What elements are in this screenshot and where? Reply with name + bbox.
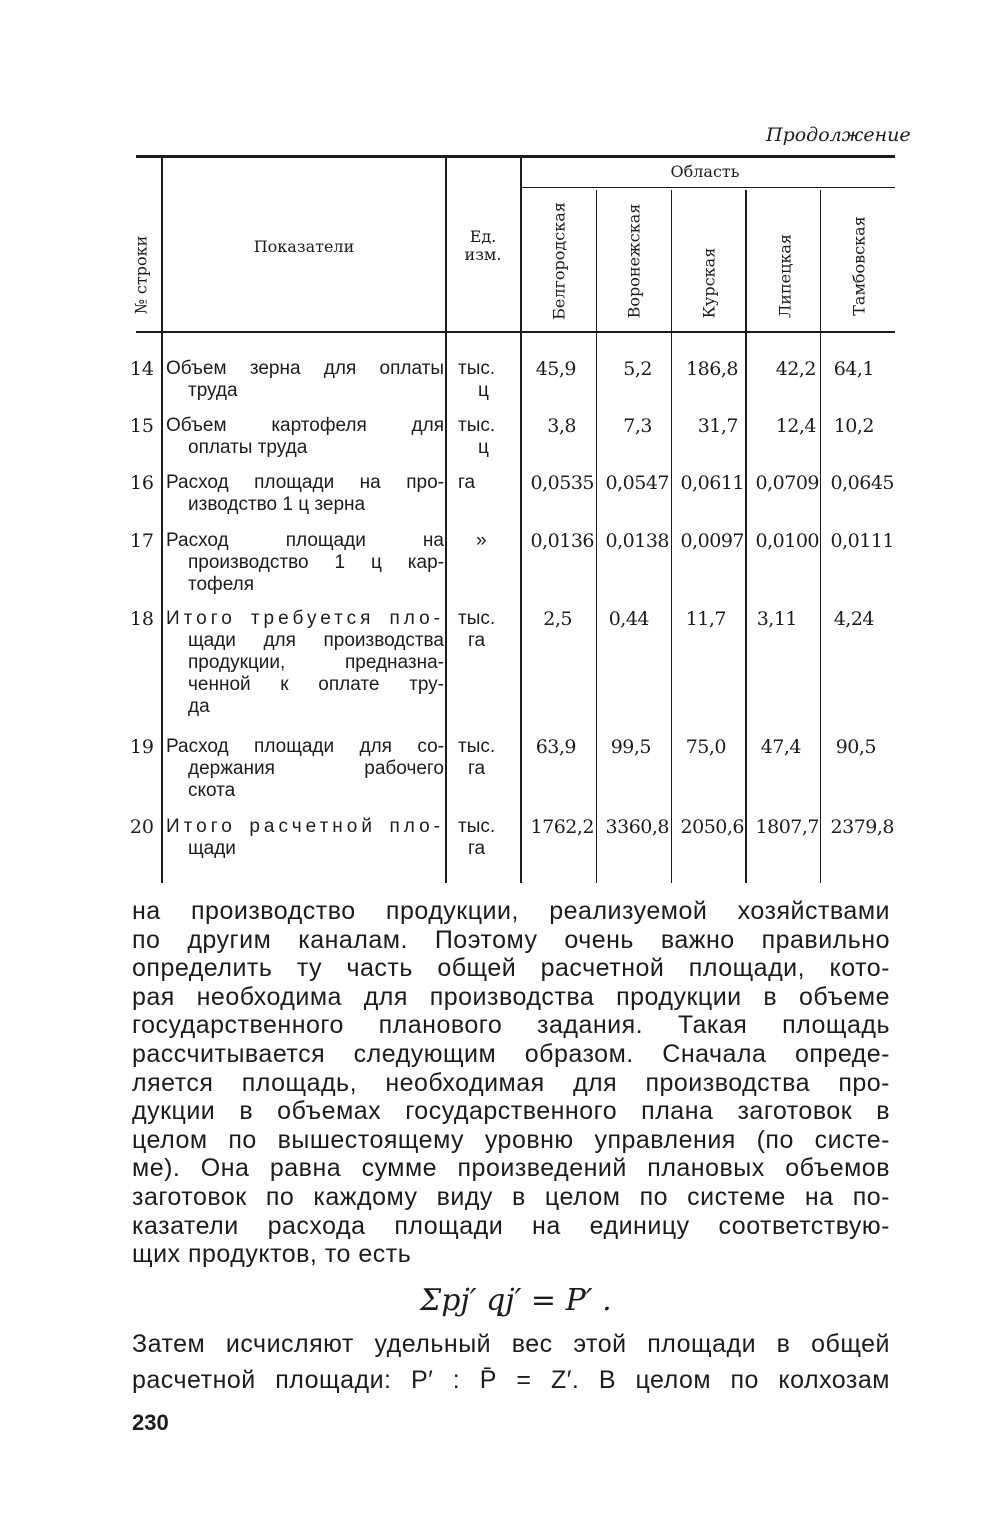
row-value: 42,2 (775, 358, 816, 380)
row-value: 0,44 (608, 608, 649, 630)
row-value: 0,0138 (605, 530, 669, 552)
row-unit: тыс. ц (458, 415, 496, 458)
header-region-2: Воронежская (624, 203, 644, 319)
row-number: 16 (129, 472, 154, 494)
header-unit: Ед. изм. (464, 227, 502, 264)
row-value: 3,11 (756, 608, 797, 630)
body-paragraph: на производство продукции, реализуемой хозяйствами по другим каналам. Поэтому очень важно правильно определить ту часть общей расчетной площади, кото- рая необходима для производства продукции в объеме государственного планового задания. Такая площадь рассчитывается следующим образом. Сначала опреде- ляется площадь, необходимая для производства про- дукции в объемах государственного плана заготовок в целом по вышестоящему уровню управления (по систе- ме). Она равна сумме произведений плановых объемов заготовок по каждому виду в целом по системе на по- казатели расхода площади на единицу соответствую- щих продуктов, то есть (132, 897, 890, 1269)
continued-label: Продолжение (766, 124, 911, 146)
row-value: 90,5 (835, 736, 876, 758)
row-value: 11,7 (685, 608, 726, 630)
row-indicator: Итого расчетной пло- щади (166, 816, 444, 859)
formula: Σpj′ qj′ = P′ . (420, 1283, 612, 1318)
row-indicator: Итого требуется пло- щади для производства продукции, предназна- ченной к оплате тру- да (166, 608, 444, 717)
header-region-group: Область (670, 162, 740, 181)
row-value: 75,0 (685, 736, 726, 758)
row-value: 12,4 (775, 415, 816, 437)
row-value: 0,0645 (830, 472, 894, 494)
table-top-rule (136, 155, 895, 158)
row-value: 0,0097 (680, 530, 744, 552)
region-group-rule (522, 187, 895, 188)
row-indicator: Расход площади для со- держания рабочего скота (166, 736, 444, 801)
row-unit: тыс. ц (458, 358, 496, 401)
row-value: 0,0709 (755, 472, 819, 494)
col-sep-7 (820, 190, 821, 883)
row-value: 64,1 (833, 358, 874, 380)
header-indicators: Показатели (253, 237, 355, 256)
row-value: 10,2 (833, 415, 874, 437)
row-number: 17 (129, 530, 154, 552)
row-value: 0,0611 (680, 472, 744, 494)
row-value: 0,0136 (530, 530, 594, 552)
row-unit: » (476, 530, 487, 551)
col-sep-2 (445, 158, 447, 883)
row-value: 2050,6 (680, 816, 744, 838)
row-value: 0,0535 (530, 472, 594, 494)
row-value: 0,0111 (830, 530, 894, 552)
row-number: 14 (129, 358, 154, 380)
row-value: 63,9 (535, 736, 576, 758)
row-indicator: Расход площади на производство 1 ц кар- тофеля (166, 530, 444, 595)
row-indicator: Объем картофеля для оплаты труда (166, 415, 444, 458)
row-value: 186,8 (686, 358, 738, 380)
row-value: 5,2 (623, 358, 652, 380)
row-value: 3360,8 (605, 816, 669, 838)
row-unit: тыс. га (458, 608, 496, 651)
row-value: 47,4 (760, 736, 801, 758)
row-value: 0,0547 (605, 472, 669, 494)
row-indicator: Объем зерна для оплаты труда (166, 358, 444, 401)
header-region-4: Липецкая (775, 233, 795, 319)
row-value: 0,0100 (755, 530, 819, 552)
row-value: 2,5 (543, 608, 572, 630)
row-value: 2379,8 (830, 816, 894, 838)
row-value: 99,5 (610, 736, 651, 758)
row-value: 4,24 (833, 608, 874, 630)
header-region-1: Белгородская (549, 202, 569, 320)
row-value: 1762,2 (530, 816, 594, 838)
row-number: 19 (129, 736, 154, 758)
page-number: 230 (132, 1410, 169, 1435)
after-formula-text: Затем исчисляют удельный вес этой площади в общей расчетной площади: P′ : P̄ = Z′. В целом по колхозам (132, 1330, 890, 1394)
row-value: 31,7 (697, 415, 738, 437)
header-region-5: Тамбовская (849, 216, 869, 316)
row-unit: га (458, 472, 476, 493)
row-unit: тыс. га (458, 816, 496, 859)
col-sep-1 (161, 158, 163, 883)
row-value: 3,8 (547, 415, 576, 437)
row-value: 45,9 (535, 358, 576, 380)
row-unit: тыс. га (458, 736, 496, 779)
header-row-number: № строки (131, 235, 151, 315)
row-number: 18 (129, 608, 154, 630)
header-region-3: Курская (699, 247, 719, 319)
row-number: 20 (129, 816, 154, 838)
row-value: 7,3 (623, 415, 652, 437)
row-number: 15 (129, 415, 154, 437)
header-bottom-rule (136, 331, 895, 333)
row-value: 1807,7 (755, 816, 819, 838)
row-indicator: Расход площади на про- изводство 1 ц зерна (166, 472, 444, 515)
col-sep-3 (520, 158, 522, 883)
